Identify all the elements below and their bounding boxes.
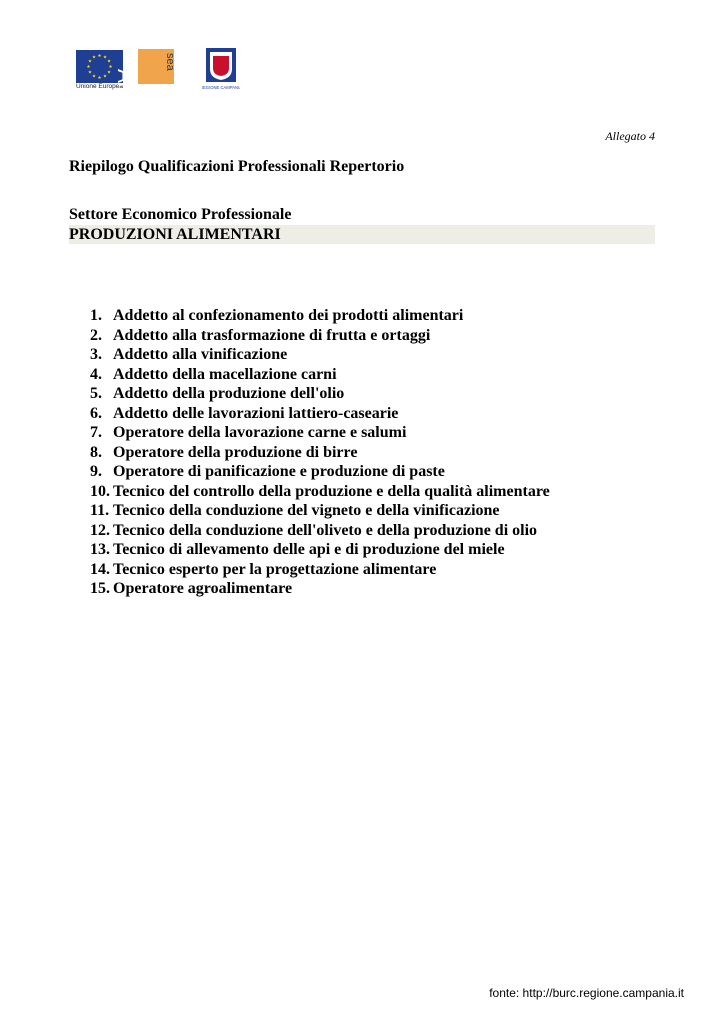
list-item xyxy=(90,560,550,580)
list-item xyxy=(90,540,550,560)
eu-star-icon xyxy=(109,65,112,68)
list-item-number: 13. xyxy=(90,541,110,558)
eu-star-icon xyxy=(88,70,91,73)
list-item-text: Tecnico della conduzione dell'oliveto e della produzione di olio xyxy=(113,521,538,539)
eu-star-icon xyxy=(92,74,95,77)
list-item-number: 3. xyxy=(90,346,102,363)
list-item-text: Operatore della lavorazione carne e salumi xyxy=(113,424,407,441)
list-item xyxy=(90,423,550,443)
eu-star-icon xyxy=(98,76,101,79)
list-item-text: Addetto al confezionamento dei prodotti alimentari xyxy=(113,307,464,324)
list-item-text: Tecnico del controllo della produzione e della qualità alimentare xyxy=(113,482,550,500)
list-item-number: 4. xyxy=(90,365,102,383)
eu-star-icon xyxy=(98,54,101,57)
list-item xyxy=(90,521,550,541)
list-item xyxy=(90,404,550,424)
list-item-text: Addetto della produzione dell'olio xyxy=(113,385,345,402)
list-item-number: 6. xyxy=(90,404,102,422)
source-footer: fonte: http://burc.regione.campania.it xyxy=(489,986,684,1000)
arsea-logo-text: Ar xyxy=(113,69,136,88)
eu-star-icon xyxy=(107,59,110,62)
campania-caption: REGIONE CAMPANIA xyxy=(202,85,240,90)
qualification-list xyxy=(90,306,550,599)
list-item xyxy=(90,482,550,502)
arsea-logo-subtext: sea xyxy=(164,53,176,71)
sector-value: PRODUZIONI ALIMENTARI xyxy=(69,225,655,244)
list-item xyxy=(90,579,550,599)
list-item xyxy=(90,326,550,346)
list-item-text: Operatore agroalimentare xyxy=(113,580,293,597)
list-item xyxy=(90,345,550,365)
list-item-number: 2. xyxy=(90,326,102,344)
list-item-number: 15. xyxy=(90,580,110,597)
list-item-text: Tecnico esperto per la progettazione alimentare xyxy=(113,560,437,578)
campania-shield-icon xyxy=(202,47,240,93)
eu-star-icon xyxy=(103,74,106,77)
eu-star-icon xyxy=(103,55,106,58)
list-item xyxy=(90,365,550,385)
eu-star-icon xyxy=(92,55,95,58)
list-item-text: Addetto delle lavorazioni lattiero-casearie xyxy=(113,404,399,422)
list-item xyxy=(90,443,550,463)
list-item-number: 7. xyxy=(90,424,102,441)
list-item-number: 12. xyxy=(90,521,110,539)
list-item-text: Addetto alla trasformazione di frutta e ortaggi xyxy=(113,326,431,344)
list-item-number: 9. xyxy=(90,463,102,480)
list-item-number: 5. xyxy=(90,385,102,402)
list-item-text: Operatore di panificazione e produzione di paste xyxy=(113,463,445,480)
list-item-number: 10. xyxy=(90,482,110,500)
list-item-number: 8. xyxy=(90,443,102,461)
list-item xyxy=(90,462,550,482)
list-item-text: Operatore della produzione di birre xyxy=(113,443,358,461)
list-item xyxy=(90,501,550,521)
annex-label: Allegato 4 xyxy=(605,129,655,143)
list-item xyxy=(90,384,550,404)
list-item-text: Addetto alla vinificazione xyxy=(113,346,288,363)
eu-star-icon xyxy=(107,70,110,73)
list-item xyxy=(90,306,550,326)
list-item-number: 11. xyxy=(90,502,110,519)
list-item-text: Tecnico della conduzione del vigneto e della vinificazione xyxy=(113,502,500,519)
eu-star-icon xyxy=(87,65,90,68)
sector-label: Settore Economico Professionale xyxy=(69,206,292,223)
list-item-text: Addetto della macellazione carni xyxy=(113,365,337,383)
eu-star-icon xyxy=(88,59,91,62)
document-title: Riepilogo Qualificazioni Professionali Repertorio xyxy=(69,158,405,175)
regione-campania-logo xyxy=(202,47,240,93)
list-item-number: 14. xyxy=(90,560,110,578)
header-logos xyxy=(76,47,246,93)
list-item-number: 1. xyxy=(90,307,102,324)
eu-caption: Unione Europea xyxy=(76,83,123,90)
list-item-text: Tecnico di allevamento delle api e di produzione del miele xyxy=(113,541,505,558)
